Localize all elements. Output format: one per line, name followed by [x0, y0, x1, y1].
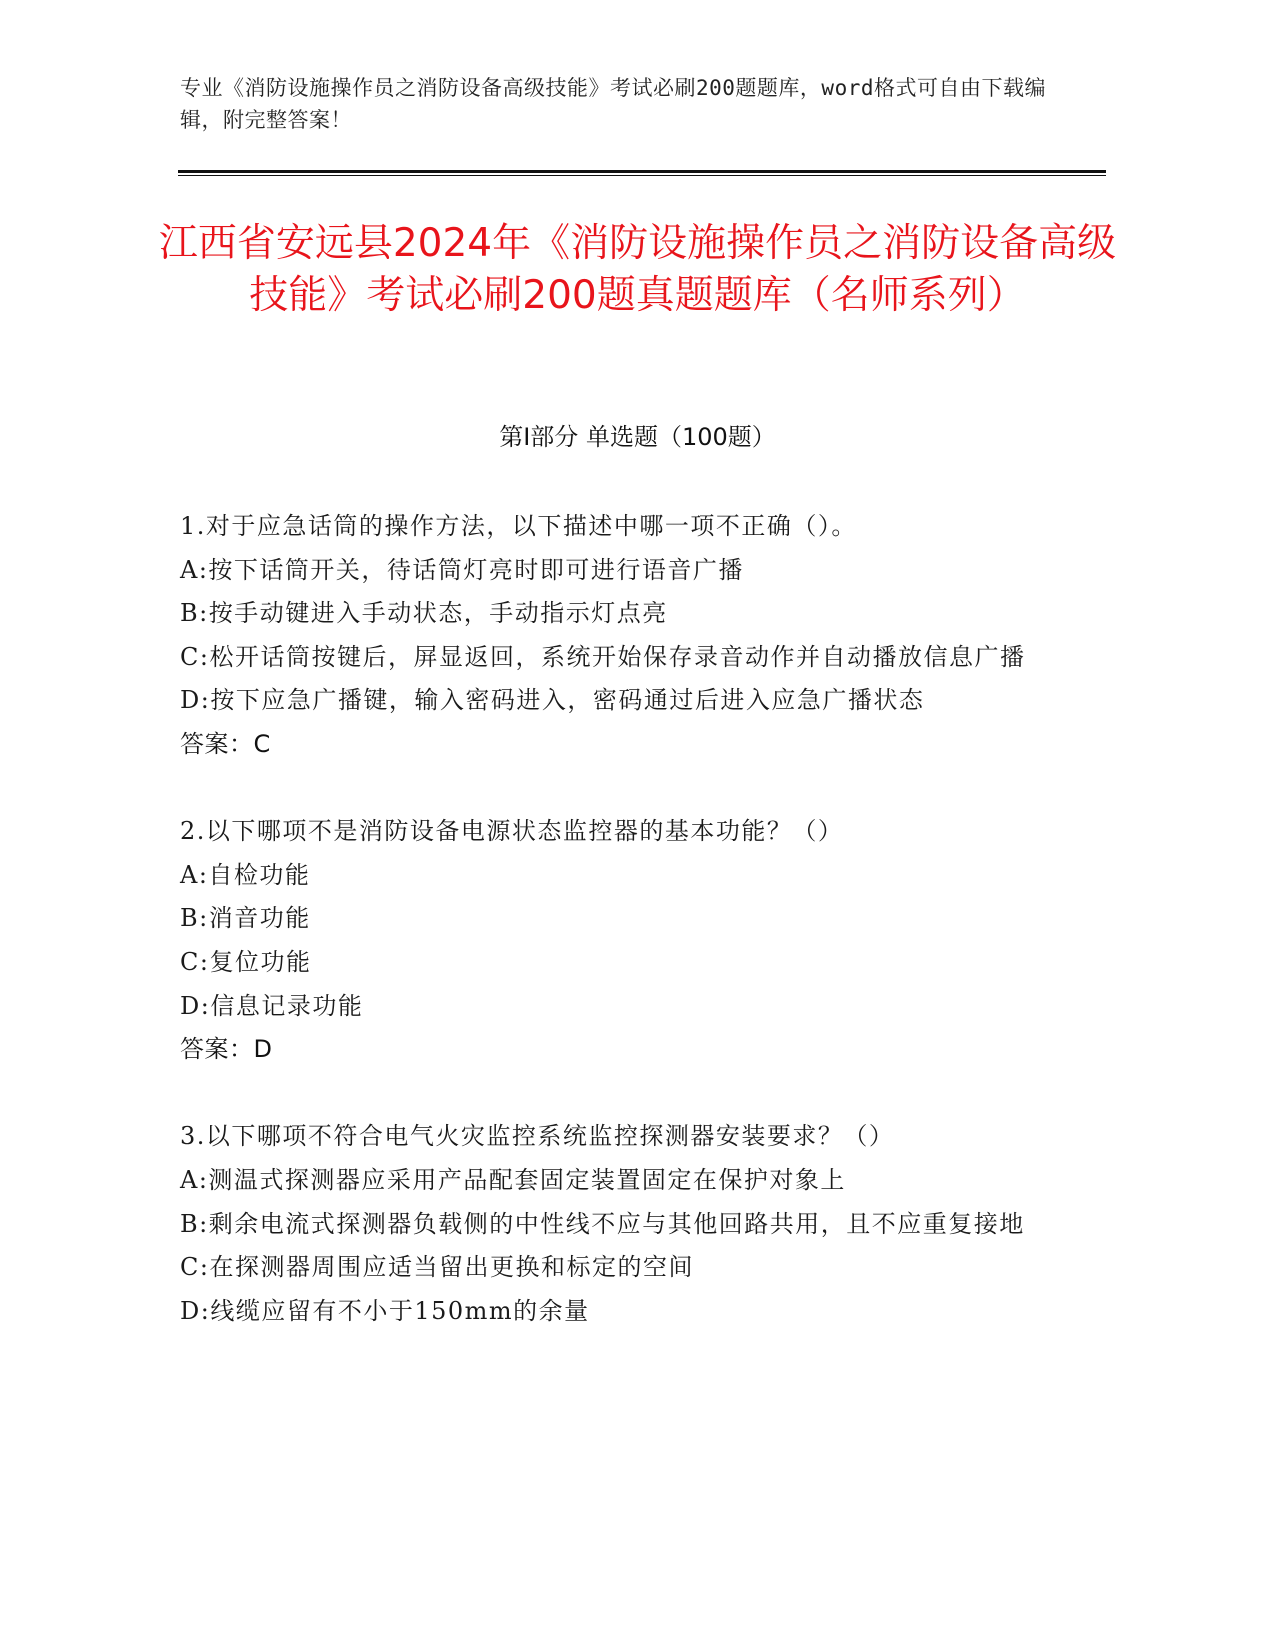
section-heading: 第I部分 单选题（100题） — [499, 423, 776, 451]
answer-line: 答案：C — [180, 729, 271, 758]
option-d: D:按下应急广播键，输入密码进入，密码通过后进入应急广播状态 — [180, 686, 925, 715]
option-b: B:消音功能 — [180, 904, 311, 933]
question-1 — [180, 505, 1040, 767]
option-a: A:自检功能 — [180, 860, 311, 889]
option-c: C:松开话筒按键后，屏显返回，系统开始保存录音动作并自动播放信息广播 — [180, 642, 1026, 671]
question-stem: 1.对于应急话筒的操作方法，以下描述中哪一项不正确（）。 — [180, 512, 857, 540]
question-list — [180, 505, 1040, 1377]
question-3 — [180, 1115, 1040, 1333]
question-stem: 2.以下哪项不是消防设备电源状态监控器的基本功能？（） — [180, 817, 844, 846]
header-divider — [178, 170, 1106, 176]
option-d: D:线缆应留有不小于150mm的余量 — [180, 1296, 590, 1325]
option-a: A:测温式探测器应采用产品配套固定装置固定在保护对象上 — [180, 1165, 846, 1194]
document-title: 江西省安远县2024年《消防设施操作员之消防设备高级技能》考试必刷200题真题题库（名师系列） — [158, 221, 1117, 318]
question-stem: 3.以下哪项不符合电气火灾监控系统监控探测器安装要求？（） — [180, 1122, 895, 1151]
option-c: C:复位功能 — [180, 947, 312, 976]
option-c: C:在探测器周围应适当留出更换和标定的空间 — [180, 1253, 694, 1282]
header-note: 专业《消防设施操作员之消防设备高级技能》考试必刷200题题库，word格式可自由下载编辑，附完整答案！ — [180, 76, 1046, 132]
option-b: B:剩余电流式探测器负载侧的中性线不应与其他回路共用，且不应重复接地 — [180, 1209, 1025, 1238]
answer-line: 答案：D — [180, 1035, 273, 1064]
question-2 — [180, 810, 1040, 1072]
option-a: A:按下话筒开关，待话筒灯亮时即可进行语音广播 — [180, 555, 744, 584]
option-d: D:信息记录功能 — [180, 991, 364, 1020]
option-b: B:按手动键进入手动状态，手动指示灯点亮 — [180, 599, 668, 628]
